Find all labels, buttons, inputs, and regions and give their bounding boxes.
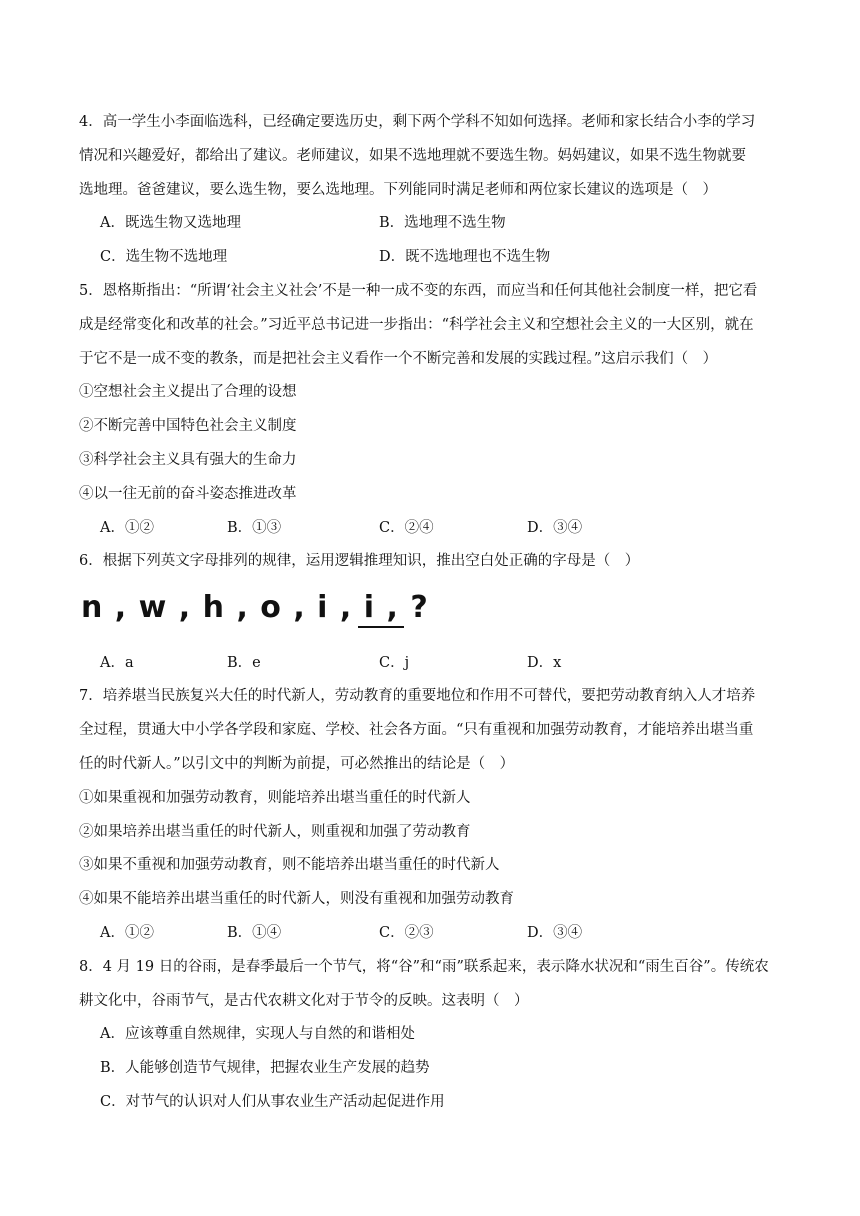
q8-stem-line-1: 8．4 月 19 日的谷雨，是春季最后一个节气，将“谷”和“雨”联系起来，表示降水状况和“雨生百谷”。传统农	[79, 959, 769, 975]
q7-option-b[interactable]: B．①④	[227, 925, 282, 941]
q5-stem-line-2: 成是经常变化和改革的社会。”习近平总书记进一步指出：“科学社会主义和空想社会主义的一大区别，就在	[79, 317, 754, 333]
q7-item-2: ②如果培养出堪当重任的时代新人，则重视和加强了劳动教育	[79, 824, 471, 840]
q6-option-d[interactable]: D．x	[527, 655, 562, 671]
q4-option-d[interactable]: D．既不选地理也不选生物	[379, 249, 551, 265]
q7-item-4: ④如果不能培养出堪当重任的时代新人，则没有重视和加强劳动教育	[79, 891, 514, 907]
q7-stem-line-2: 全过程，贯通大中小学各学段和家庭、学校、社会各方面。“只有重视和加强劳动教育，才能培养出堪当重	[79, 722, 754, 738]
q7-item-1: ①如果重视和加强劳动教育，则能培养出堪当重任的时代新人	[79, 790, 471, 806]
q5-item-4: ④以一往无前的奋斗姿态推进改革	[79, 486, 297, 502]
letter-sequence: n , w , h , o , i , i , ?	[81, 590, 429, 625]
q7-item-3: ③如果不重视和加强劳动教育，则不能培养出堪当重任的时代新人	[79, 857, 500, 873]
q7-stem-line-1: 7．培养堪当民族复兴大任的时代新人，劳动教育的重要地位和作用不可替代，要把劳动教育纳入人才培养	[79, 688, 756, 704]
q5-item-3: ③科学社会主义具有强大的生命力	[79, 452, 297, 468]
q4-option-a[interactable]: A．既选生物又选地理	[100, 215, 241, 231]
q8-option-a[interactable]: A．应该尊重自然规律，实现人与自然的和谐相处	[100, 1026, 415, 1042]
q8-option-c[interactable]: C．对节气的认识对人们从事农业生产活动起促进作用	[100, 1094, 445, 1110]
q4-option-b[interactable]: B．选地理不选生物	[379, 215, 506, 231]
q6-option-b[interactable]: B．e	[227, 655, 261, 671]
q4-stem-line-3: 选地理。爸爸建议，要么选生物，要么选地理。下列能同时满足老师和两位家长建议的选项是（ ）	[79, 182, 717, 198]
q8-stem-line-2: 耕文化中，谷雨节气，是古代农耕文化对于节令的反映。这表明（ ）	[79, 993, 529, 1009]
q5-item-1: ①空想社会主义提出了合理的设想	[79, 384, 297, 400]
q5-option-d[interactable]: D．③④	[527, 520, 583, 536]
q6-option-c[interactable]: C．j	[379, 655, 410, 671]
q7-option-a[interactable]: A．①②	[100, 925, 154, 941]
q5-stem-line-3: 于它不是一成不变的教条，而是把社会主义看作一个不断完善和发展的实践过程。”这启示我们（ ）	[79, 351, 718, 367]
q4-option-c[interactable]: C．选生物不选地理	[100, 249, 228, 265]
q5-item-2: ②不断完善中国特色社会主义制度	[79, 418, 297, 434]
q5-stem-line-1: 5．恩格斯指出：“所谓‘社会主义社会’不是一种一成不变的东西，而应当和任何其他社会制度一样，把它看	[79, 283, 758, 299]
q5-option-c[interactable]: C．②④	[379, 520, 434, 536]
q7-option-c[interactable]: C．②③	[379, 925, 434, 941]
q4-stem-line-1: 4．高一学生小李面临选科，已经确定要选历史，剩下两个学科不知如何选择。老师和家长结合小李的学习	[79, 114, 756, 130]
q8-option-b[interactable]: B．人能够创造节气规律，把握农业生产发展的趋势	[100, 1060, 430, 1076]
q7-option-d[interactable]: D．③④	[527, 925, 583, 941]
q4-stem-line-2: 情况和兴趣爱好，都给出了建议。老师建议，如果不选地理就不要选生物。妈妈建议，如果不选生物就要	[79, 148, 746, 164]
q6-option-a[interactable]: A．a	[100, 655, 134, 671]
answer-blank-underline	[358, 626, 404, 628]
q6-stem: 6．根据下列英文字母排列的规律，运用逻辑推理知识，推出空白处正确的字母是（ ）	[79, 553, 640, 569]
q5-option-b[interactable]: B．①③	[227, 520, 282, 536]
q5-option-a[interactable]: A．①②	[100, 520, 154, 536]
q7-stem-line-3: 任的时代新人。”以引文中的判断为前提，可必然推出的结论是（ ）	[79, 756, 515, 772]
